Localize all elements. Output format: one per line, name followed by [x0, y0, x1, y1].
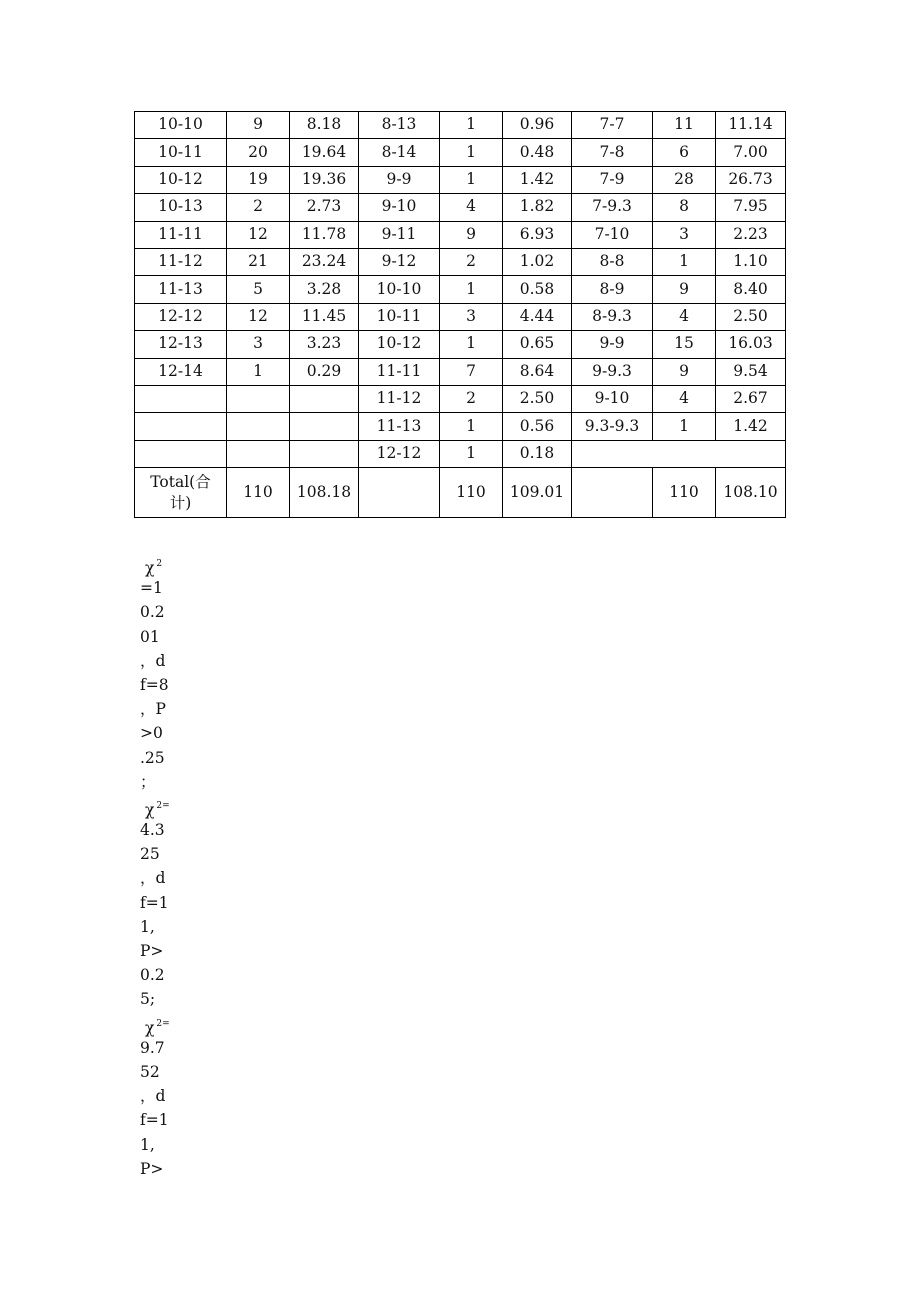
table-cell: 7.95	[716, 194, 786, 221]
table-cell: 2.50	[503, 385, 572, 412]
table-cell: 19.36	[290, 166, 359, 193]
table-cell: 9-12	[359, 248, 440, 275]
table-cell	[290, 385, 359, 412]
table-cell: 2.67	[716, 385, 786, 412]
table-cell: 8-14	[359, 139, 440, 166]
table-cell: 1.82	[503, 194, 572, 221]
table-row	[135, 221, 786, 248]
table-cell: 2.23	[716, 221, 786, 248]
table-cell: 1	[653, 413, 716, 440]
note-line: f=8	[140, 675, 169, 694]
note-line: 1,	[140, 917, 155, 936]
table-cell: 10-10	[135, 112, 227, 139]
table-cell: 3	[653, 221, 716, 248]
table-cell: 6	[653, 139, 716, 166]
chi-square-label: χ $^{2=}$	[144, 800, 170, 819]
table-cell: 8-9	[572, 276, 653, 303]
table-cell: 8.64	[503, 358, 572, 385]
table-cell: 12-13	[135, 331, 227, 358]
table-cell: 10-12	[359, 331, 440, 358]
table-cell: 1	[227, 358, 290, 385]
table-cell: 4.44	[503, 303, 572, 330]
note-line: .25	[140, 748, 165, 767]
table-cell: 12	[227, 303, 290, 330]
table-row	[135, 194, 786, 221]
table-cell: 7-7	[572, 112, 653, 139]
total-cell: 108.10	[716, 468, 786, 518]
table-cell: 9.54	[716, 358, 786, 385]
table-cell: 0.58	[503, 276, 572, 303]
table-row	[135, 112, 786, 139]
table-cell: 10-11	[359, 303, 440, 330]
table-cell: 7	[440, 358, 503, 385]
total-cell: 110	[653, 468, 716, 518]
table-cell: 11-12	[135, 248, 227, 275]
table-cell: 4	[653, 303, 716, 330]
table-row	[135, 248, 786, 275]
table-cell: 0.65	[503, 331, 572, 358]
table-cell: 0.29	[290, 358, 359, 385]
note-line: >0	[140, 724, 163, 743]
total-label: Total(合计)	[150, 472, 211, 512]
note-line: ，d	[140, 651, 166, 670]
note-line: P>	[140, 942, 164, 960]
note-line: 1,	[140, 1135, 155, 1154]
table-cell: 1	[653, 248, 716, 275]
table-cell: 7-10	[572, 221, 653, 248]
table-cell: 7-9.3	[572, 194, 653, 221]
table-row	[135, 440, 786, 467]
table-cell: 28	[653, 166, 716, 193]
table-cell: 1.02	[503, 248, 572, 275]
table-cell: 11-13	[135, 276, 227, 303]
table-cell: 11	[653, 112, 716, 139]
table-cell: 10-12	[135, 166, 227, 193]
table-cell: 10-11	[135, 139, 227, 166]
note-line: 25	[140, 845, 160, 864]
table-cell	[135, 385, 227, 412]
note-line: 0.2	[140, 966, 165, 985]
table-cell: 0.18	[503, 440, 572, 467]
table-cell: 11-11	[135, 221, 227, 248]
table-cell: 11-11	[359, 358, 440, 385]
table-cell	[135, 413, 227, 440]
table-cell: 2	[440, 248, 503, 275]
table-cell: 1	[440, 440, 503, 467]
table-cell: 8	[653, 194, 716, 221]
table-cell: 4	[653, 385, 716, 412]
table-cell: 12-12	[135, 303, 227, 330]
note-line: f=1	[140, 893, 169, 912]
table-cell: 12	[227, 221, 290, 248]
note-line: 9.7	[140, 1038, 165, 1057]
table-cell: 8-9.3	[572, 303, 653, 330]
table-cell: 19.64	[290, 139, 359, 166]
note-line: 4.3	[140, 821, 165, 840]
note-line: 01	[140, 627, 160, 646]
table-cell: 9	[653, 358, 716, 385]
note-line: f=1	[140, 1111, 169, 1130]
note-line: ，P	[140, 700, 166, 719]
chi-square-notes	[140, 552, 170, 1181]
table-cell: 10-10	[359, 276, 440, 303]
note-line: ，d	[140, 1087, 166, 1106]
table-cell	[227, 385, 290, 412]
table-cell: 12-12	[359, 440, 440, 467]
chi-square-label: χ $^{2=}$	[144, 1018, 170, 1037]
total-cell	[572, 468, 653, 518]
table-cell	[227, 413, 290, 440]
table-cell: 9	[653, 276, 716, 303]
table-cell: 11-13	[359, 413, 440, 440]
table-cell: 8-8	[572, 248, 653, 275]
table-cell-empty	[572, 440, 786, 467]
total-row	[135, 468, 786, 518]
table-cell: 7-8	[572, 139, 653, 166]
table-cell	[290, 413, 359, 440]
table-cell: 8-13	[359, 112, 440, 139]
table-row	[135, 139, 786, 166]
table-cell	[290, 440, 359, 467]
genotype-frequency-table	[134, 111, 786, 518]
table-cell: 0.96	[503, 112, 572, 139]
table-cell: 2.50	[716, 303, 786, 330]
table-row	[135, 358, 786, 385]
note-line: =1	[140, 579, 163, 598]
total-cell: 110	[440, 468, 503, 518]
table-cell: 9-9	[572, 331, 653, 358]
table-cell: 3	[227, 331, 290, 358]
table-row	[135, 166, 786, 193]
table-cell: 26.73	[716, 166, 786, 193]
table-cell: 15	[653, 331, 716, 358]
table-cell: 7.00	[716, 139, 786, 166]
table-cell: 2.73	[290, 194, 359, 221]
note-line: P>	[140, 1159, 164, 1178]
total-label-cell	[135, 468, 227, 518]
table-cell: 5	[227, 276, 290, 303]
table-cell: 9-11	[359, 221, 440, 248]
table-cell	[135, 440, 227, 467]
table-cell: 10-13	[135, 194, 227, 221]
note-line: 5;	[140, 990, 156, 1009]
table-cell: 1	[440, 112, 503, 139]
table-cell: 0.56	[503, 413, 572, 440]
table-cell: 1.10	[716, 248, 786, 275]
table-cell: 9-9	[359, 166, 440, 193]
note-line: 0.2	[140, 603, 165, 622]
table-cell: 20	[227, 139, 290, 166]
total-cell: 108.18	[290, 468, 359, 518]
note-line: ；	[140, 772, 156, 791]
table-cell: 3.28	[290, 276, 359, 303]
table-cell: 9	[227, 112, 290, 139]
table-cell: 2	[440, 385, 503, 412]
table-body	[135, 112, 786, 468]
table-total	[135, 468, 786, 518]
table-cell: 1	[440, 166, 503, 193]
table-row	[135, 303, 786, 330]
table-cell: 11.14	[716, 112, 786, 139]
table-cell: 1	[440, 331, 503, 358]
table-cell: 1.42	[503, 166, 572, 193]
table-cell: 11.45	[290, 303, 359, 330]
total-cell: 110	[227, 468, 290, 518]
table-cell: 9-10	[572, 385, 653, 412]
table-cell: 2	[227, 194, 290, 221]
table-cell: 8.40	[716, 276, 786, 303]
table-cell: 21	[227, 248, 290, 275]
table-cell: 12-14	[135, 358, 227, 385]
table-cell: 19	[227, 166, 290, 193]
table-cell: 1	[440, 276, 503, 303]
table-row	[135, 276, 786, 303]
note-line: ，d	[140, 869, 166, 888]
table-cell: 9-10	[359, 194, 440, 221]
table-cell: 1	[440, 139, 503, 166]
table-cell: 23.24	[290, 248, 359, 275]
table-cell: 1	[440, 413, 503, 440]
table-cell: 16.03	[716, 331, 786, 358]
table-cell: 9	[440, 221, 503, 248]
table-cell: 1.42	[716, 413, 786, 440]
table-cell: 9.3-9.3	[572, 413, 653, 440]
table-row	[135, 385, 786, 412]
table-cell: 8.18	[290, 112, 359, 139]
table-row	[135, 413, 786, 440]
table-cell: 3.23	[290, 331, 359, 358]
note-line: 52	[140, 1062, 160, 1081]
table-cell: 7-9	[572, 166, 653, 193]
total-cell	[359, 468, 440, 518]
table-cell: 6.93	[503, 221, 572, 248]
table-cell: 3	[440, 303, 503, 330]
total-cell: 109.01	[503, 468, 572, 518]
table-cell: 11.78	[290, 221, 359, 248]
table-cell: 4	[440, 194, 503, 221]
table-row	[135, 331, 786, 358]
table-cell	[227, 440, 290, 467]
table-cell: 0.48	[503, 139, 572, 166]
table-cell: 9-9.3	[572, 358, 653, 385]
table-cell: 11-12	[359, 385, 440, 412]
chi-square-label: χ $^2$	[144, 559, 163, 577]
